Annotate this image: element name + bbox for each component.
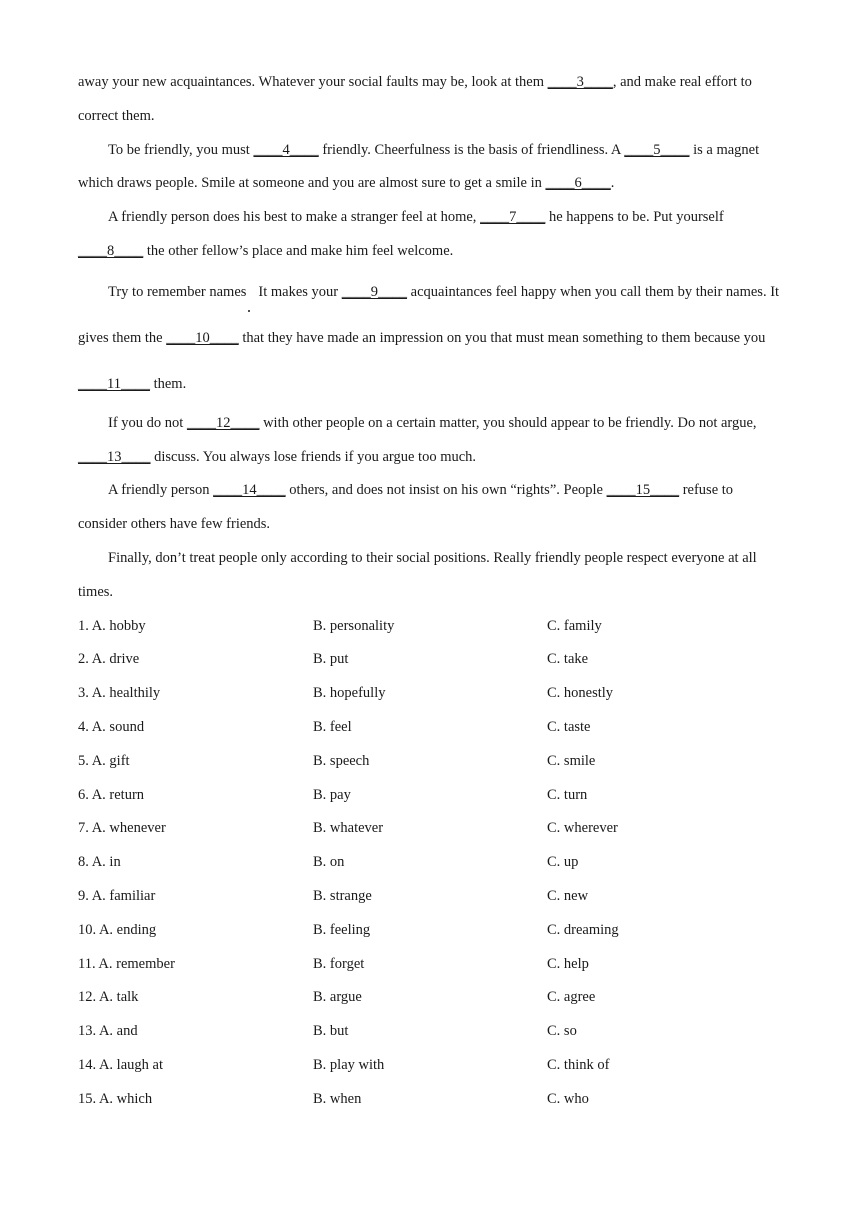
option-b: B. hopefully bbox=[313, 685, 386, 702]
option-c: C. honestly bbox=[547, 685, 614, 702]
paragraph-1 bbox=[78, 134, 780, 202]
option-row-7 bbox=[78, 812, 780, 846]
answer-options bbox=[78, 610, 780, 1117]
paragraph-text: he happens to be. Put yourself bbox=[545, 209, 724, 226]
option-c: C. taste bbox=[547, 718, 591, 735]
paragraph-text: with other people on a certain matter, you should appear to be friendly. Do not argue, bbox=[259, 414, 757, 431]
option-a: 9. A. familiar bbox=[78, 887, 156, 904]
option-c: C. turn bbox=[547, 786, 588, 803]
paragraph-text: them. bbox=[149, 375, 187, 392]
option-a: 12. A. talk bbox=[78, 989, 139, 1006]
option-c: C. help bbox=[547, 955, 589, 972]
option-row-4 bbox=[78, 711, 780, 745]
option-a: 13. A. and bbox=[78, 1023, 138, 1040]
paragraph-text: Try to remember names bbox=[108, 283, 247, 300]
paragraph-text: A friendly person bbox=[108, 482, 214, 499]
option-row-3 bbox=[78, 677, 780, 711]
option-row-9 bbox=[78, 880, 780, 914]
blank-8: ____8____ bbox=[78, 242, 144, 259]
document-page bbox=[78, 66, 780, 1117]
option-c: C. agree bbox=[547, 989, 596, 1006]
option-b: B. feel bbox=[313, 718, 352, 735]
option-row-13 bbox=[78, 1015, 780, 1049]
option-a: 4. A. sound bbox=[78, 718, 145, 735]
option-b: B. feeling bbox=[313, 921, 371, 938]
paragraph-text: away your new acquaintances. Whatever your social faults may be, look at them bbox=[78, 74, 548, 90]
blank-12: ____12____ bbox=[186, 414, 260, 431]
option-c: C. smile bbox=[547, 752, 596, 769]
blank-10: ____10____ bbox=[166, 329, 239, 346]
option-c: C. up bbox=[547, 854, 579, 871]
option-row-5 bbox=[78, 745, 780, 779]
paragraph-text: discuss. You always lose friends if you argue too much. bbox=[150, 448, 477, 465]
paragraph-text: is a magnet which draws people. Smile at someone and you are almost sure to get a smile in bbox=[78, 141, 760, 192]
option-c: C. dreaming bbox=[547, 921, 619, 938]
paragraph-text: If you do not bbox=[108, 414, 187, 431]
option-row-1 bbox=[78, 610, 780, 644]
option-b: B. personality bbox=[313, 617, 395, 634]
option-a: 14. A. laugh at bbox=[78, 1056, 163, 1073]
option-row-8 bbox=[78, 846, 780, 880]
option-c: C. wherever bbox=[547, 820, 618, 837]
option-row-14 bbox=[78, 1049, 780, 1083]
option-a: 6. A. return bbox=[78, 786, 145, 803]
paragraph-text: that they have made an impression on you that must mean something to them because you bbox=[238, 329, 766, 346]
option-b: B. but bbox=[313, 1023, 349, 1040]
option-b: B. strange bbox=[313, 887, 372, 904]
option-c: C. so bbox=[547, 1023, 577, 1040]
paragraph-text: A friendly person does his best to make a stranger feel at home, bbox=[108, 209, 481, 226]
paragraph-4 bbox=[78, 407, 780, 475]
option-a: 11. A. remember bbox=[78, 955, 175, 972]
option-b: B. whatever bbox=[313, 820, 384, 837]
option-a: 15. A. which bbox=[78, 1090, 153, 1107]
paragraph-text: It makes your bbox=[258, 283, 342, 300]
option-c: C. take bbox=[547, 651, 589, 668]
blank-14: ____14____ bbox=[213, 482, 286, 499]
option-row-15 bbox=[78, 1083, 780, 1117]
option-a: 3. A. healthily bbox=[78, 685, 161, 702]
paragraph-text: , and make real effort to correct them. bbox=[78, 74, 752, 124]
paragraph-text: the other fellow’s place and make him feel welcome. bbox=[143, 242, 454, 259]
option-row-10 bbox=[78, 914, 780, 948]
paragraph-6 bbox=[78, 542, 780, 610]
paragraph-0 bbox=[78, 66, 780, 134]
option-row-12 bbox=[78, 981, 780, 1015]
option-row-2 bbox=[78, 643, 780, 677]
option-b: B. play with bbox=[313, 1056, 385, 1073]
paragraph-2 bbox=[78, 201, 780, 269]
option-c: C. new bbox=[547, 887, 589, 904]
option-a: 2. A. drive bbox=[78, 651, 140, 668]
blank-7: ____7____ bbox=[480, 209, 546, 226]
option-c: C. family bbox=[547, 617, 602, 634]
option-b: B. forget bbox=[313, 955, 365, 972]
blank-9: ____9____ bbox=[341, 283, 408, 300]
option-a: 5. A. gift bbox=[78, 752, 130, 769]
blank-3: ____3____ bbox=[547, 74, 613, 90]
option-b: B. on bbox=[313, 854, 345, 871]
blank-5: ____5____ bbox=[624, 141, 690, 158]
option-b: B. put bbox=[313, 651, 349, 668]
paragraph-5 bbox=[78, 474, 780, 542]
option-a: 8. A. in bbox=[78, 854, 121, 871]
option-b: B. pay bbox=[313, 786, 351, 803]
blank-4: ____4____ bbox=[253, 141, 319, 158]
paragraph-text: . bbox=[610, 175, 615, 192]
paragraph-text: friendly. Cheerfulness is the basis of friendliness. A bbox=[318, 141, 625, 158]
paragraph-text: acquaintances feel happy when you call them by their names. It gives them the bbox=[78, 283, 780, 346]
option-b: B. when bbox=[313, 1090, 362, 1107]
blank-15: ____15____ bbox=[606, 482, 680, 499]
option-a: 1. A. hobby bbox=[78, 617, 146, 634]
option-c: C. think of bbox=[547, 1056, 610, 1073]
option-a: 10. A. ending bbox=[78, 921, 157, 938]
option-b: B. speech bbox=[313, 752, 370, 769]
paragraph-text: Finally, don’t treat people only according to their social positions. Really friendly people respect everyone at all times. bbox=[78, 549, 757, 600]
paragraph-text: others, and does not insist on his own “rights”. People bbox=[285, 482, 607, 499]
option-row-6 bbox=[78, 779, 780, 813]
paragraph-text: To be friendly, you must bbox=[108, 141, 254, 158]
option-a: 7. A. whenever bbox=[78, 820, 166, 837]
option-b: B. argue bbox=[313, 989, 362, 1006]
blank-13: ____13____ bbox=[78, 448, 151, 465]
paragraph-3 bbox=[78, 269, 780, 407]
option-row-11 bbox=[78, 948, 780, 982]
blank-11: ____11____ bbox=[78, 375, 150, 392]
option-c: C. who bbox=[547, 1090, 589, 1107]
blank-6: ____6____ bbox=[545, 175, 611, 192]
paragraph-text: refuse to consider others have few friends. bbox=[78, 482, 734, 533]
